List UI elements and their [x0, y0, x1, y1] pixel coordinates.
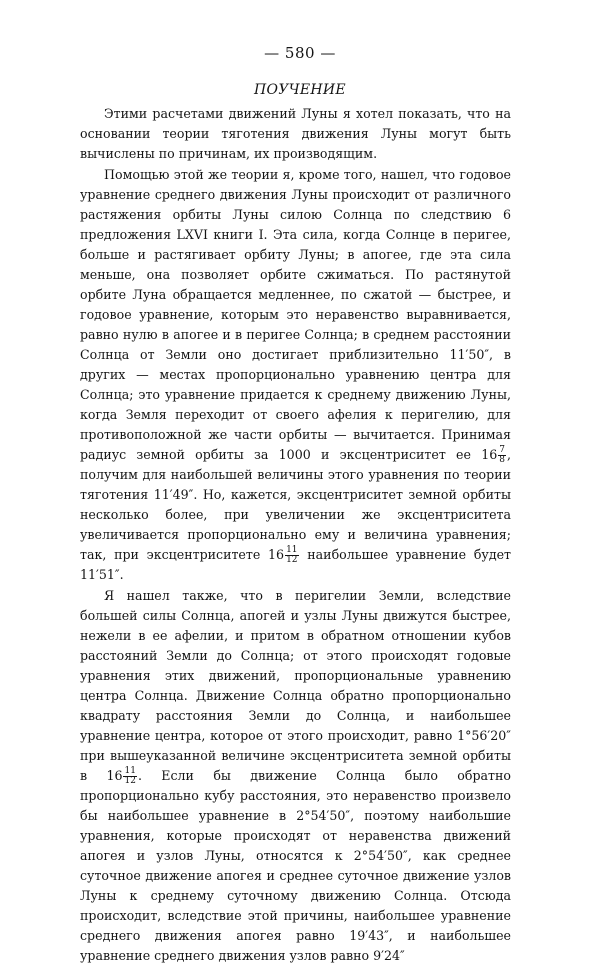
paragraph-2-part-1: Помощью этой же теории я, кроме того, нашел, что годовое уравнение среднего движения Луны происходит от различного растяжения орбиты Луны силою Солнца по следствию 6 предложения LXVI книги I. Эта сила, когда Солнце в перигее, больше и растягивает орбиту Луны; в апогее, где эта сила меньше, она позволяет орбите сжиматься. По растянутой орбите Луна обращается медленнее, по сжатой — быстрее, и годовое уравнение, которым это неравенство выравнивается, равно нулю в апогее и в перигее Солнца; в среднем расстоянии Солнца от Земли оно достигает приблизительно 11′50″, в других — местах пропорционально уравнению центра для Солнца; это уравнение придается к среднему движению Луны, когда Земля переходит от своего афелия к перигелию, для противоположной же части орбиты — вычитается. Принимая радиус земной орбиты за 1000 и эксцентриситет ее 16 — [80, 167, 511, 462]
page-number: — 580 — — [264, 44, 336, 62]
paragraph-2 — [80, 165, 511, 585]
fraction-numerator: 11 — [124, 766, 136, 776]
fraction-numerator: 11 — [286, 545, 298, 555]
fraction-denominator: 8 — [499, 455, 505, 465]
fraction-7-8 — [498, 446, 506, 465]
fraction-11-12-second — [123, 767, 136, 786]
paragraph-3 — [80, 586, 511, 966]
section-heading: ПОУЧЕНИЕ — [254, 82, 346, 98]
fraction-numerator: 7 — [499, 445, 505, 455]
fraction-denominator: 12 — [286, 555, 298, 565]
paragraph-1: Этими расчетами движений Луны я хотел показать, что на основании теории тяготения движения Луны могут быть вычислены по причинам, их производящим. — [80, 106, 511, 161]
paragraph-3-part-1: Я нашел также, что в перигелии Земли, вследствие большей силы Солнца, апогей и узлы Луны движутся быстрее, нежели в ее афелии, и притом в обратном отношении кубов расстояний Земли до Солнца; от этого происходят годовые уравнения этих движений, пропорциональные уравнению центра Солнца. Движение Солнца обратно пропорционально квадрату расстояния Земли до Солнца, и наибольшее уравнение центра, которое от этого происходит, равно 1°56′20″ при вышеуказанной величине эксцентриситета земной орбиты в 16 — [80, 588, 511, 783]
paragraph-2-part-3: наибольшее уравнение будет 11′51″. — [80, 547, 511, 582]
fraction-denominator: 12 — [124, 776, 136, 786]
body-text — [80, 104, 511, 966]
paragraph-2-part-2: , получим для наибольшей величины этого уравнения по теории тяготения 11′49″. Но, кажется, эксцентриситет земной орбиты несколько более, при увеличении же эксцентриситета увеличивается пропорционально ему и величина уравнения; так, при эксцентриситете 16 — [80, 447, 511, 562]
paragraph-3-part-2: . Если бы движение Солнца было обратно пропорционально кубу расстояния, это неравенство произвело бы наибольшее уравнение в 2°54′50″, поэтому наибольшие уравнения, которые происходят от неравенства движений апогея и узлов Луны, относятся к 2°54′50″, как среднее суточное движение апогея и среднее суточное движение узлов Луны к среднему суточному движению Солнца. Отсюда происходит, вследствие этой причины, наибольшее уравнение среднего движения апогея равно 19′43″, и наибольшее уравнение среднего движения узлов равно 9′24″ — [80, 768, 511, 963]
fraction-11-12 — [285, 546, 298, 565]
